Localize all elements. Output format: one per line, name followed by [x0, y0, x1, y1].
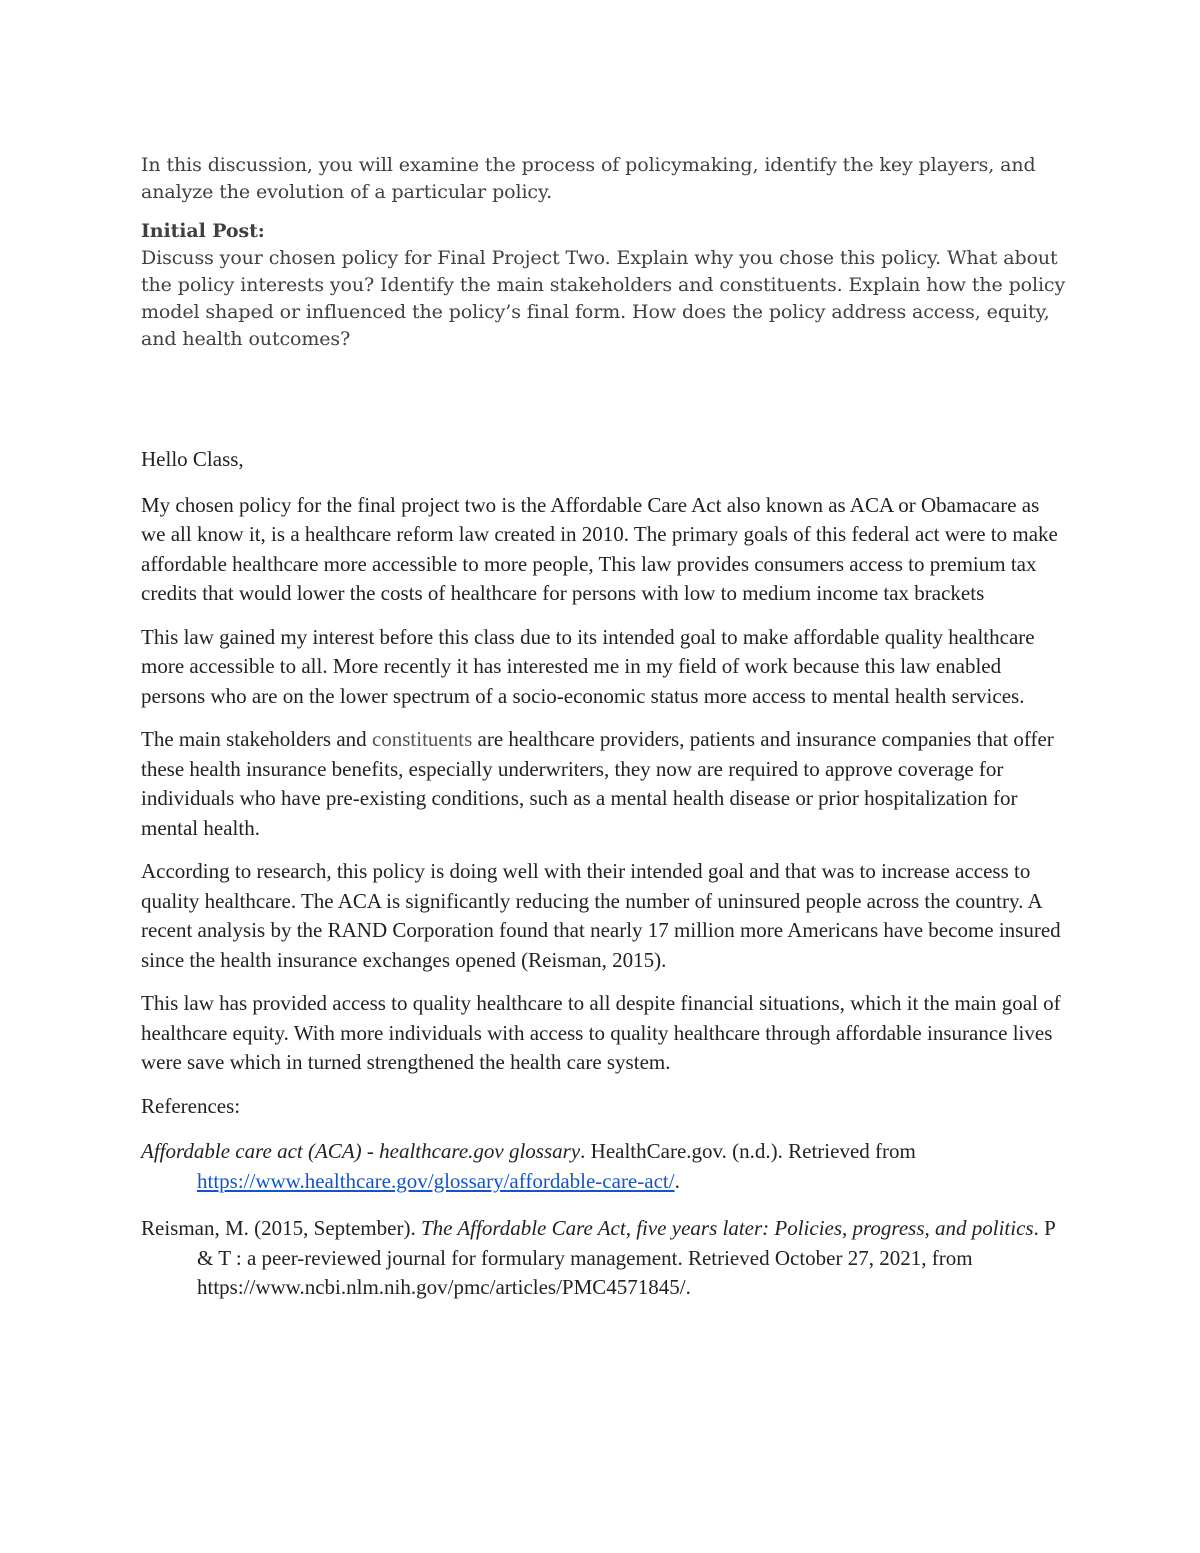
paragraph-3-start: The main stakeholders and	[141, 727, 372, 751]
reference-1	[141, 1137, 1066, 1196]
response-paragraph-2: This law gained my interest before this class due to its intended goal to make affordable quality healthcare more accessible to all. More recently it has interested me in my field of work because this law enabled persons who are on the lower spectrum of a socio-economic status more access to mental health services.	[141, 624, 1035, 708]
response-paragraph-3	[141, 725, 1066, 843]
greeting: Hello Class,	[141, 447, 244, 471]
reference-2-rest: . P & T : a peer-reviewed journal for formulary management. Retrieved October 27, 2021, from https://www.ncbi.nlm.nih.gov/pmc/articles/PMC4571845/.	[197, 1216, 1055, 1299]
references-label: References:	[141, 1093, 241, 1118]
response-paragraph-1: My chosen policy for the final project two is the Affordable Care Act also known as ACA or Obamacare as we all know it, is a healthcare reform law created in 2010. The primary goals of this federal act were to make affordable healthcare more accessible to more people, This law provides consumers access to premium tax credits that would lower the costs of healthcare for persons with low to medium income tax brackets	[141, 492, 1058, 605]
reference-2-title: The Affordable Care Act, five years later: Policies, progress, and politics	[420, 1216, 1034, 1240]
response-paragraph-5: This law has provided access to quality healthcare to all despite financial situations, which it the main goal of healthcare equity. With more individuals with access to quality healthcare through affordable insurance lives were save which in turned strengthened the health care system.	[141, 991, 1061, 1074]
reference-1-source: . HealthCare.gov. (n.d.). Retrieved from	[580, 1139, 916, 1163]
initial-post-heading: Initial Post:	[141, 220, 265, 242]
prompt-intro: In this discussion, you will examine the process of policymaking, identify the key players, and analyze the evolution of a particular policy.	[141, 154, 1036, 203]
discussion-prompt	[141, 152, 1066, 353]
document-page	[141, 152, 1066, 1321]
constituents-word: constituents	[371, 727, 473, 751]
paragraph-3-end: are healthcare providers, patients and insurance companies that offer these health insurance benefits, especially underwriters, they now are required to approve coverage for individuals who have pre-existing conditions, such as a mental health disease or prior hospitalization for mental health.	[141, 727, 1054, 840]
reference-1-link[interactable]: https://www.healthcare.gov/glossary/affordable-care-act/	[197, 1168, 675, 1193]
reference-2	[141, 1214, 1066, 1303]
reference-1-end: .	[674, 1168, 680, 1193]
prompt-body: Discuss your chosen policy for Final Project Two. Explain why you chose this policy. What about the policy interests you? Identify the main stakeholders and constituents. Explain how the policy model shaped or influenced the policy’s final form. How does the policy address access, equity, and health outcomes?	[141, 247, 1066, 350]
response-paragraph-4: According to research, this policy is doing well with their intended goal and that was to increase access to quality healthcare. The ACA is significantly reducing the number of uninsured people across the country. A recent analysis by the RAND Corporation found that nearly 17 million more Americans have become insured since the health insurance exchanges opened (Reisman, 2015).	[141, 859, 1061, 972]
discussion-response	[141, 445, 1066, 1303]
reference-2-author: Reisman, M. (2015, September).	[141, 1216, 421, 1240]
reference-1-title: Affordable care act (ACA) - healthcare.gov glossary	[141, 1139, 581, 1163]
